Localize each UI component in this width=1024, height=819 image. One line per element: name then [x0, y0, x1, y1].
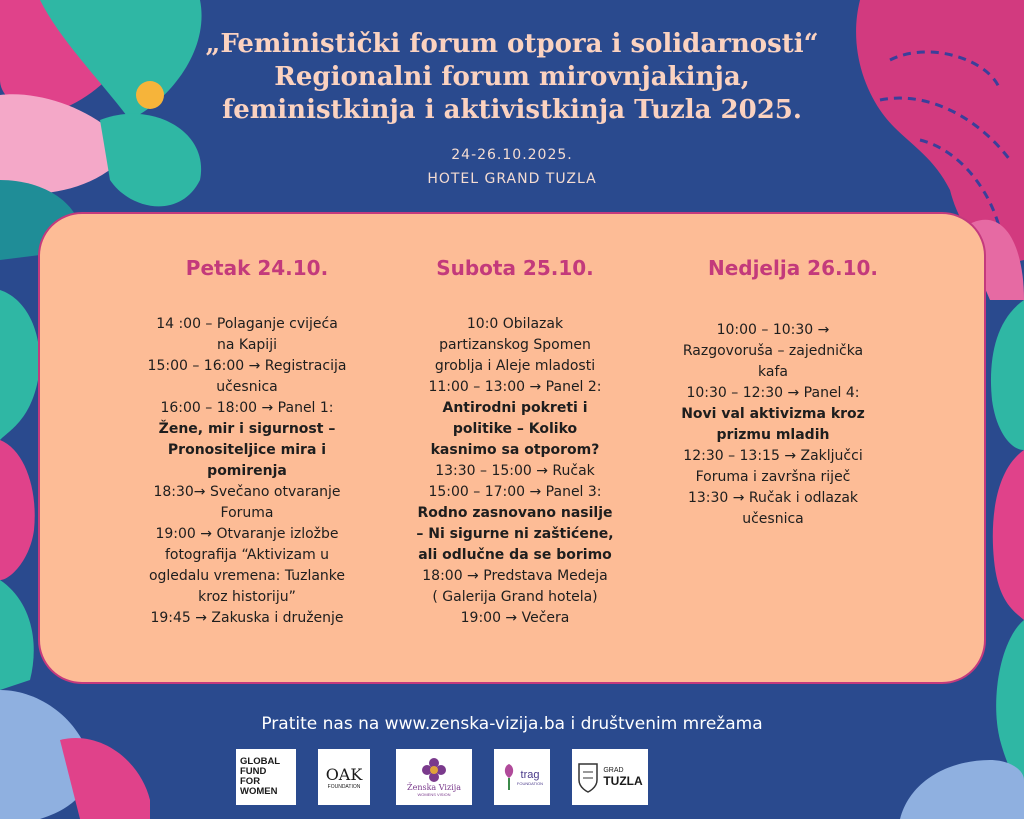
logo-text: TUZLA — [603, 773, 643, 788]
panel-title: Novi val aktivizma kroz — [681, 406, 865, 422]
day-title-saturday: Subota 25.10. — [436, 256, 594, 280]
list-item: ogledalu vremena: Tuzlanke — [148, 568, 346, 584]
list-item: partizanskog Spomen — [439, 337, 591, 353]
day-items-sunday — [668, 320, 878, 530]
day-items-saturday — [395, 314, 635, 629]
list-item: kroz historiju” — [198, 589, 296, 605]
list-item: 15:00 – 17:00 → Panel 3: — [428, 484, 602, 500]
list-item: 14 :00 – Polaganje cvijeća — [156, 316, 338, 332]
event-venue: HOTEL GRAND TUZLA — [427, 171, 597, 187]
list-item: Foruma i završna riječ — [695, 469, 851, 485]
list-item: 18:30→ Svečano otvaranje — [153, 484, 341, 500]
list-item: 10:0 Obilazak — [466, 316, 564, 332]
logo-text: GRAD — [603, 766, 624, 774]
list-item: 19:00 → Otvaranje izložbe — [155, 526, 339, 542]
grad-tuzla-logo — [572, 749, 648, 805]
list-item: 16:00 – 18:00 → Panel 1: — [160, 400, 334, 416]
header — [0, 28, 1024, 191]
day-column-saturday — [395, 214, 635, 684]
logo-text: FOUNDATION — [516, 780, 544, 786]
logo-text: trag — [520, 768, 540, 781]
list-item: učesnica — [742, 511, 804, 527]
logo-text: FUND — [240, 766, 267, 777]
sponsor-logos — [0, 749, 1024, 807]
trag-text-wrap — [517, 769, 543, 786]
list-item: ( Galerija Grand hotela) — [432, 589, 598, 605]
panel-title: pomirenja — [207, 463, 287, 479]
tulip-icon — [501, 762, 517, 792]
logo-text: WOMEN — [240, 786, 278, 797]
list-item: groblja i Aleje mladosti — [434, 358, 596, 374]
list-item: Razgovoruša – zajednička — [682, 343, 864, 359]
panel-title: – Ni sigurne ni zaštićene, — [416, 526, 614, 542]
logo-text: FOR — [240, 776, 261, 787]
day-title-friday: Petak 24.10. — [185, 256, 329, 280]
global-fund-for-women-logo — [236, 749, 296, 805]
title-line-1: „Feministički forum otpora i solidarnosti“ — [205, 29, 819, 59]
list-item: na Kapiji — [217, 337, 277, 353]
event-date: 24-26.10.2025. — [451, 147, 573, 163]
panel-title: ali odlučne da se borimo — [418, 547, 612, 563]
list-item: 10:30 – 12:30 → Panel 4: — [686, 385, 860, 401]
panel-title: Antirodni pokreti i — [442, 400, 588, 416]
oak-foundation-logo — [318, 749, 370, 805]
day-column-friday — [102, 214, 392, 684]
panel-title: kasnimo sa otporom? — [430, 442, 600, 458]
list-item: 13:30 → Ručak i odlazak — [687, 490, 859, 506]
list-item: 11:00 – 13:00 → Panel 2: — [428, 379, 602, 395]
list-item: 13:30 – 15:00 → Ručak — [435, 463, 595, 479]
day-title-sunday: Nedjelja 26.10. — [707, 256, 879, 280]
list-item: učesnica — [216, 379, 278, 395]
panel-title: politike – Koliko — [452, 421, 578, 437]
panel-title: Žene, mir i sigurnost – — [158, 421, 336, 437]
panel-title: Rodno zasnovano nasilje — [417, 505, 613, 521]
list-item: 18:00 → Predstava Medeja — [422, 568, 608, 584]
tuzla-text-wrap — [603, 767, 642, 788]
list-item: 19:00 → Večera — [460, 610, 570, 626]
footer-text: Pratite nas na www.zenska-vizija.ba i društvenim mrežama — [261, 714, 763, 734]
logo-text: WOMENS VISION — [417, 792, 451, 797]
list-item: 10:00 – 10:30 → — [716, 322, 830, 338]
panel-title: Pronositeljice mira i — [167, 442, 327, 458]
coat-of-arms-icon — [577, 760, 599, 794]
zenska-vizija-logo — [396, 749, 472, 805]
list-item: Foruma — [220, 505, 274, 521]
list-item: 12:30 – 13:15 → Zaključci — [683, 448, 863, 464]
panel-title: prizmu mladih — [716, 427, 830, 443]
title-line-3: feministkinja i aktivistkinja Tuzla 2025. — [222, 95, 802, 125]
day-column-sunday — [668, 214, 878, 684]
list-item: 19:45 → Zakuska i druženje — [150, 610, 344, 626]
logo-text: FOUNDATION — [327, 783, 361, 790]
list-item: fotografija “Aktivizam u — [164, 547, 330, 563]
list-item: kafa — [758, 364, 788, 380]
flower-icon — [421, 757, 447, 783]
logo-text: GLOBAL — [240, 756, 281, 767]
logo-text: Ženska Vizija — [407, 783, 461, 792]
list-item: 15:00 – 16:00 → Registracija — [147, 358, 347, 374]
day-items-friday — [102, 314, 392, 629]
schedule-panel — [38, 212, 986, 684]
trag-logo — [494, 749, 550, 805]
logo-text: OAK — [325, 764, 363, 784]
title-line-2: Regionalni forum mirovnjakinja, — [274, 62, 750, 92]
